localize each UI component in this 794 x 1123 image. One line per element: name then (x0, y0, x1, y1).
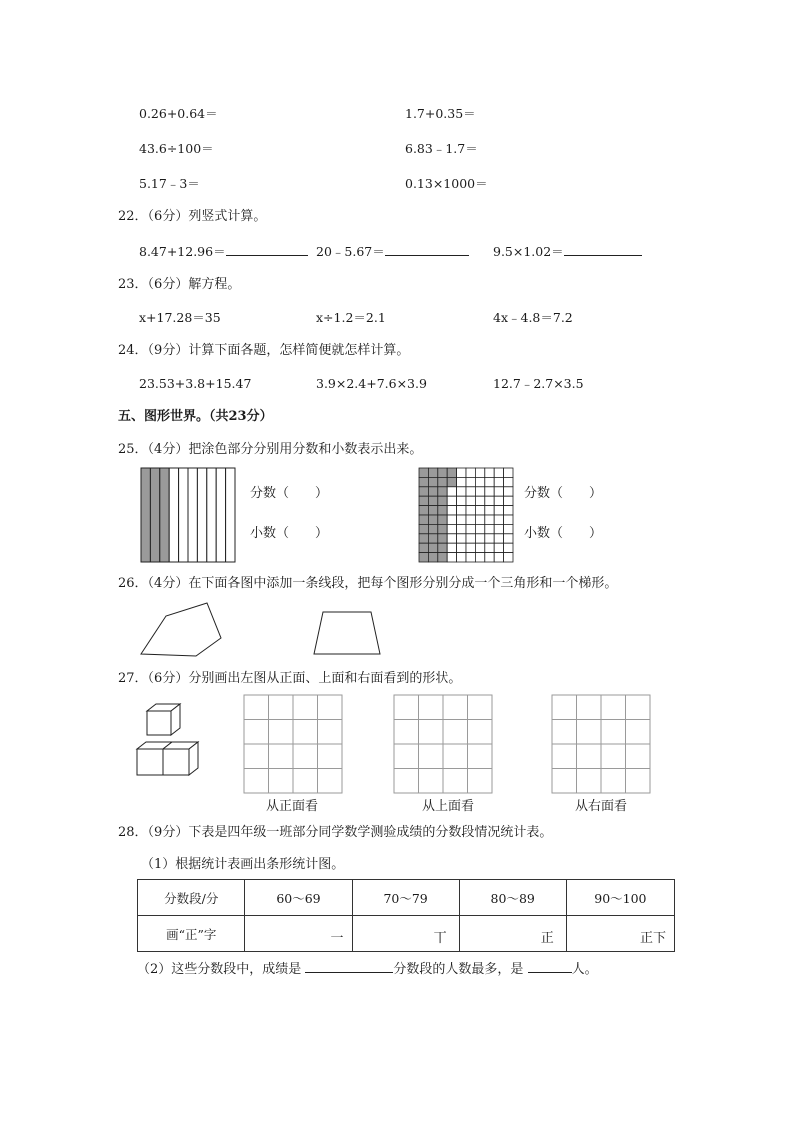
grid-cell[interactable] (552, 695, 577, 720)
shaded-strip (150, 468, 159, 562)
grid-cell[interactable] (269, 695, 294, 720)
shaded-square (428, 524, 437, 533)
answer-blank[interactable] (305, 960, 393, 973)
shaded-square (419, 534, 428, 543)
tally-mark: 一 (330, 931, 344, 946)
vertical-calc-item: 8.47+12.96＝ (139, 243, 308, 260)
calc-item: 43.6÷100＝ (139, 141, 214, 156)
blank-square (447, 506, 456, 515)
blank-square (494, 515, 503, 524)
blank-square (457, 524, 466, 533)
view-label-right: 从右面看 (575, 799, 628, 814)
table-header: 分数段/分 (138, 880, 245, 916)
shaded-square (428, 534, 437, 543)
blank-square (475, 496, 484, 505)
blank-square (447, 543, 456, 552)
grid-cell[interactable] (318, 695, 343, 720)
grid-cell[interactable] (626, 769, 651, 794)
table-header: 90～100 (566, 880, 674, 916)
vertical-calc-item: 9.5×1.02＝ (493, 243, 642, 260)
grid-cell[interactable] (443, 695, 468, 720)
blank-square (494, 524, 503, 533)
grid-cell[interactable] (601, 695, 626, 720)
hundred-grid-figure (418, 467, 514, 563)
shaded-square (428, 515, 437, 524)
grid-cell[interactable] (394, 720, 419, 745)
grid-cell[interactable] (318, 769, 343, 794)
blank-square (504, 477, 513, 486)
grid-cell[interactable] (419, 769, 444, 794)
blank-square (494, 506, 503, 515)
table-cell (352, 916, 459, 952)
blank-square (485, 524, 494, 533)
grid-cell[interactable] (394, 695, 419, 720)
blank-square (494, 534, 503, 543)
blank-square (466, 543, 475, 552)
q28-sub1: （1）根据统计表画出条形统计图。 (141, 857, 345, 872)
blank-strip (197, 468, 206, 562)
blank-square (457, 496, 466, 505)
blank-square (485, 487, 494, 496)
grid-cell[interactable] (419, 695, 444, 720)
grid-cell[interactable] (601, 720, 626, 745)
simplify-item: 12.7﹣2.7×3.5 (493, 376, 584, 391)
shaded-square (428, 506, 437, 515)
fraction-label: 分数（ ） (250, 486, 329, 501)
q28-sub2: （2）这些分数段中，成绩是 分数段的人数最多，是 人。 (137, 962, 598, 977)
grid-cell[interactable] (626, 695, 651, 720)
blank-square (475, 534, 484, 543)
table-header: 70～79 (352, 880, 459, 916)
table-cell (566, 916, 674, 952)
blank-square (475, 487, 484, 496)
blank-square (466, 477, 475, 486)
section-5-title: 五、图形世界。（共23分） (118, 409, 273, 424)
blank-square (475, 477, 484, 486)
grid-cell[interactable] (577, 720, 602, 745)
grid-cell[interactable] (468, 695, 493, 720)
pentagon-shape (136, 600, 226, 660)
shaded-strips-figure (140, 467, 236, 563)
grid-cell[interactable] (419, 720, 444, 745)
grid-cell[interactable] (626, 720, 651, 745)
table-header: 60～69 (245, 880, 352, 916)
blank-square (457, 543, 466, 552)
shaded-square (438, 477, 447, 486)
blank-strip (226, 468, 235, 562)
blank-square (475, 468, 484, 477)
blank-square (485, 515, 494, 524)
shaded-square (428, 477, 437, 486)
blank-square (494, 496, 503, 505)
blank-square (457, 468, 466, 477)
blank-square (466, 534, 475, 543)
blank-square (447, 496, 456, 505)
calc-item: 6.83﹣1.7＝ (405, 141, 478, 156)
grid-cell[interactable] (394, 769, 419, 794)
shaded-square (447, 468, 456, 477)
answer-blank[interactable] (528, 960, 572, 973)
shaded-square (428, 496, 437, 505)
grid-cell[interactable] (318, 720, 343, 745)
blank-square (457, 553, 466, 562)
blank-square (504, 543, 513, 552)
decimal-label: 小数（ ） (524, 526, 603, 541)
shaded-square (428, 468, 437, 477)
calc-item: 0.13×1000＝ (405, 176, 488, 191)
shaded-square (438, 487, 447, 496)
question-25-title: 25．（4分）把涂色部分分别用分数和小数表示出来。 (118, 442, 423, 457)
shaded-square (428, 553, 437, 562)
blank-square (447, 524, 456, 533)
blank-square (504, 524, 513, 533)
shaded-square (438, 515, 447, 524)
shaded-square (438, 496, 447, 505)
shaded-strip (160, 468, 169, 562)
blank-square (447, 534, 456, 543)
tally-mark: 正 (540, 931, 554, 946)
shaded-square (419, 543, 428, 552)
shaded-square (419, 553, 428, 562)
grid-cell[interactable] (552, 720, 577, 745)
blank-square (457, 477, 466, 486)
blank-square (494, 553, 503, 562)
shaded-square (438, 534, 447, 543)
table-cell (245, 916, 352, 952)
blank-strip (207, 468, 216, 562)
grid-cell[interactable] (468, 769, 493, 794)
shaded-square (419, 468, 428, 477)
blank-strip (179, 468, 188, 562)
grid-cell[interactable] (443, 744, 468, 769)
blank-square (475, 506, 484, 515)
question-23-title: 23．（6分）解方程。 (118, 277, 241, 292)
blank-square (494, 487, 503, 496)
blank-square (447, 553, 456, 562)
grid-cell[interactable] (601, 769, 626, 794)
shaded-square (419, 515, 428, 524)
shaded-square (419, 524, 428, 533)
table-cell (459, 916, 566, 952)
blank-strip (216, 468, 225, 562)
shaded-strip (141, 468, 150, 562)
table-header: 80～89 (459, 880, 566, 916)
grid-cell[interactable] (244, 769, 269, 794)
blank-strip (188, 468, 197, 562)
simplify-item: 23.53+3.8+15.47 (139, 376, 252, 391)
blank-square (475, 524, 484, 533)
grid-cell[interactable] (293, 695, 318, 720)
blank-square (457, 506, 466, 515)
blank-square (457, 487, 466, 496)
question-22-title: 22．（6分）列竖式计算。 (118, 209, 267, 224)
front-view-grid[interactable] (243, 694, 343, 794)
blank-square (485, 543, 494, 552)
grid-cell[interactable] (443, 769, 468, 794)
blank-square (466, 496, 475, 505)
blank-square (475, 553, 484, 562)
answer-blank[interactable] (385, 243, 469, 256)
grid-cell[interactable] (269, 769, 294, 794)
blank-square (494, 543, 503, 552)
grid-cell[interactable] (394, 744, 419, 769)
shaded-square (438, 543, 447, 552)
right-view-grid[interactable] (551, 694, 651, 794)
blank-square (485, 468, 494, 477)
calc-item: 5.17﹣3＝ (139, 176, 200, 191)
blank-square (466, 515, 475, 524)
grid-cell[interactable] (318, 744, 343, 769)
blank-square (494, 468, 503, 477)
equation-item: x÷1.2＝2.1 (316, 310, 386, 325)
shaded-square (438, 524, 447, 533)
question-27-title: 27．（6分）分别画出左图从正面、上面和右面看到的形状。 (118, 671, 462, 686)
shaded-square (419, 496, 428, 505)
blank-square (504, 534, 513, 543)
cube-stack-figure (136, 702, 206, 778)
grid-cell[interactable] (552, 744, 577, 769)
blank-square (466, 487, 475, 496)
grid-cell[interactable] (552, 769, 577, 794)
question-26-title: 26．（4分）在下面各图中添加一条线段，把每个图形分别分成一个三角形和一个梯形。 (118, 576, 618, 591)
blank-strip (169, 468, 178, 562)
table-row-label: 画“正”字 (138, 916, 245, 952)
blank-square (466, 524, 475, 533)
blank-square (485, 477, 494, 486)
grid-cell[interactable] (244, 695, 269, 720)
blank-square (504, 506, 513, 515)
blank-square (475, 515, 484, 524)
equation-item: 4x﹣4.8＝7.2 (493, 310, 573, 325)
shaded-square (419, 506, 428, 515)
blank-square (485, 553, 494, 562)
shaded-square (438, 506, 447, 515)
grid-cell[interactable] (293, 720, 318, 745)
grid-cell[interactable] (468, 744, 493, 769)
vertical-calc-item: 20﹣5.67＝ (316, 243, 469, 260)
grid-cell[interactable] (577, 769, 602, 794)
view-label-top: 从上面看 (422, 799, 475, 814)
shaded-square (419, 477, 428, 486)
blank-square (485, 534, 494, 543)
grid-cell[interactable] (577, 744, 602, 769)
shaded-square (447, 477, 456, 486)
blank-square (504, 553, 513, 562)
blank-square (466, 553, 475, 562)
blank-square (504, 468, 513, 477)
blank-square (447, 487, 456, 496)
grid-cell[interactable] (419, 744, 444, 769)
fraction-label: 分数（ ） (524, 486, 603, 501)
trapezoid-shape (310, 608, 386, 658)
grid-cell[interactable] (443, 720, 468, 745)
tally-mark: 正下 (639, 931, 666, 946)
shaded-square (438, 468, 447, 477)
blank-square (447, 515, 456, 524)
grid-cell[interactable] (244, 720, 269, 745)
grid-cell[interactable] (269, 744, 294, 769)
grid-cell[interactable] (626, 744, 651, 769)
calc-item: 0.26+0.64＝ (139, 106, 218, 121)
blank-square (485, 496, 494, 505)
calc-item: 1.7+0.35＝ (405, 106, 476, 121)
shaded-square (419, 487, 428, 496)
grid-cell[interactable] (468, 720, 493, 745)
grid-cell[interactable] (601, 744, 626, 769)
shaded-square (428, 543, 437, 552)
answer-blank[interactable] (226, 243, 308, 256)
blank-square (466, 506, 475, 515)
answer-blank[interactable] (564, 243, 642, 256)
equation-item: x+17.28＝35 (139, 310, 221, 325)
grid-cell[interactable] (244, 744, 269, 769)
tally-mark: 丅 (433, 931, 447, 946)
blank-square (475, 543, 484, 552)
question-24-title: 24．（9分）计算下面各题，怎样简便就怎样计算。 (118, 343, 410, 358)
blank-square (466, 468, 475, 477)
simplify-item: 3.9×2.4+7.6×3.9 (316, 376, 427, 391)
blank-square (504, 496, 513, 505)
blank-square (457, 515, 466, 524)
shaded-square (428, 487, 437, 496)
blank-square (494, 477, 503, 486)
grid-cell[interactable] (269, 720, 294, 745)
blank-square (504, 487, 513, 496)
decimal-label: 小数（ ） (250, 526, 329, 541)
blank-square (504, 515, 513, 524)
shaded-square (438, 553, 447, 562)
grid-cell[interactable] (293, 744, 318, 769)
top-view-grid[interactable] (393, 694, 493, 794)
view-label-front: 从正面看 (266, 799, 319, 814)
grid-cell[interactable] (293, 769, 318, 794)
blank-square (485, 506, 494, 515)
score-table (137, 879, 675, 952)
blank-square (457, 534, 466, 543)
grid-cell[interactable] (577, 695, 602, 720)
question-28-title: 28．（9分）下表是四年级一班部分同学数学测验成绩的分数段情况统计表。 (118, 825, 553, 840)
